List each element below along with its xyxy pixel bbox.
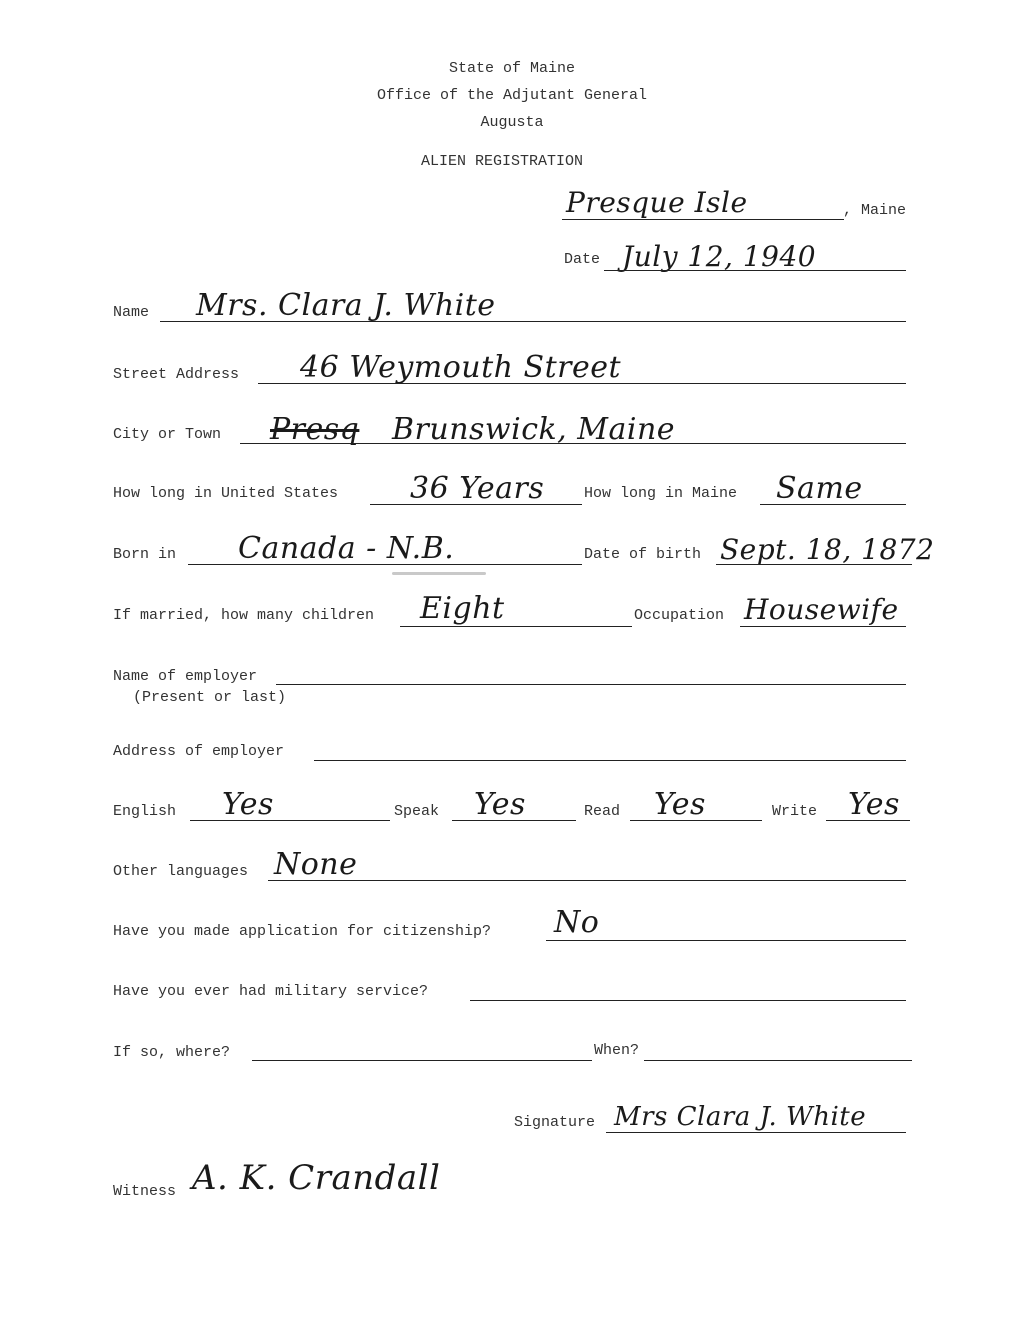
ink-smudge (392, 572, 486, 575)
read-line (630, 820, 762, 821)
citizenship-label: Have you made application for citizenship? (113, 923, 492, 940)
date-label: Date (564, 251, 601, 268)
maine-duration-label: How long in Maine (584, 485, 738, 502)
write-label: Write (772, 803, 818, 820)
occupation-line (740, 626, 906, 627)
born-value: Canada - N.B. (238, 531, 455, 566)
when-label: When? (594, 1042, 640, 1059)
witness-label: Witness (113, 1183, 177, 1200)
name-value: Mrs. Clara J. White (196, 288, 496, 323)
where-label: If so, where? (113, 1044, 231, 1061)
date-value: July 12, 1940 (622, 240, 817, 273)
place-suffix: , Maine (843, 202, 907, 219)
street-value: 46 Weymouth Street (300, 350, 622, 385)
occupation-label: Occupation (634, 607, 725, 624)
military-line (470, 1000, 906, 1001)
name-label: Name (113, 304, 150, 321)
employer-name-label: Name of employer (113, 668, 258, 685)
header-state: State of Maine (448, 60, 576, 77)
speak-label: Speak (394, 803, 440, 820)
form-title: ALIEN REGISTRATION (420, 153, 584, 170)
employer-address-label: Address of employer (113, 743, 285, 760)
witness-value: A. K. Crandall (192, 1158, 441, 1198)
citizenship-line (546, 940, 906, 941)
name-line (160, 321, 906, 322)
us-duration-value: 36 Years (410, 471, 545, 506)
children-line (400, 626, 632, 627)
dob-line (716, 564, 912, 565)
speak-line (452, 820, 576, 821)
children-value: Eight (420, 591, 505, 626)
us-duration-label: How long in United States (113, 485, 339, 502)
speak-value: Yes (474, 787, 526, 822)
other-languages-label: Other languages (113, 863, 249, 880)
city-value: Brunswick, Maine (392, 412, 676, 447)
signature-label: Signature (514, 1114, 596, 1131)
signature-line (606, 1132, 906, 1133)
read-value: Yes (654, 787, 706, 822)
read-label: Read (584, 803, 621, 820)
citizenship-value: No (554, 905, 600, 940)
occupation-value: Housewife (744, 593, 899, 626)
dob-label: Date of birth (584, 546, 702, 563)
city-struck-value: Presq (270, 412, 360, 447)
street-label: Street Address (113, 366, 240, 383)
english-label: English (113, 803, 177, 820)
dob-value: Sept. 18, 1872 (720, 533, 935, 566)
place-line (562, 219, 844, 220)
write-line (826, 820, 910, 821)
city-label: City or Town (113, 426, 222, 443)
place-value: Presque Isle (566, 186, 748, 219)
born-line (188, 564, 582, 565)
header-city: Augusta (480, 114, 544, 131)
employer-name-sublabel: (Present or last) (133, 689, 287, 706)
maine-duration-line (760, 504, 906, 505)
other-languages-line (268, 880, 906, 881)
born-label: Born in (113, 546, 177, 563)
military-label: Have you ever had military service? (113, 983, 429, 1000)
maine-duration-value: Same (776, 471, 863, 506)
signature-value: Mrs Clara J. White (614, 1102, 867, 1132)
header-office: Office of the Adjutant General (376, 87, 648, 104)
children-label: If married, how many children (113, 607, 375, 624)
other-languages-value: None (274, 847, 358, 882)
where-line (252, 1060, 592, 1061)
english-line (190, 820, 390, 821)
english-value: Yes (222, 787, 274, 822)
write-value: Yes (848, 787, 900, 822)
date-line (604, 270, 906, 271)
employer-address-line (314, 760, 906, 761)
when-line (644, 1060, 912, 1061)
street-line (258, 383, 906, 384)
city-line (240, 443, 906, 444)
us-duration-line (370, 504, 582, 505)
employer-name-line (276, 684, 906, 685)
